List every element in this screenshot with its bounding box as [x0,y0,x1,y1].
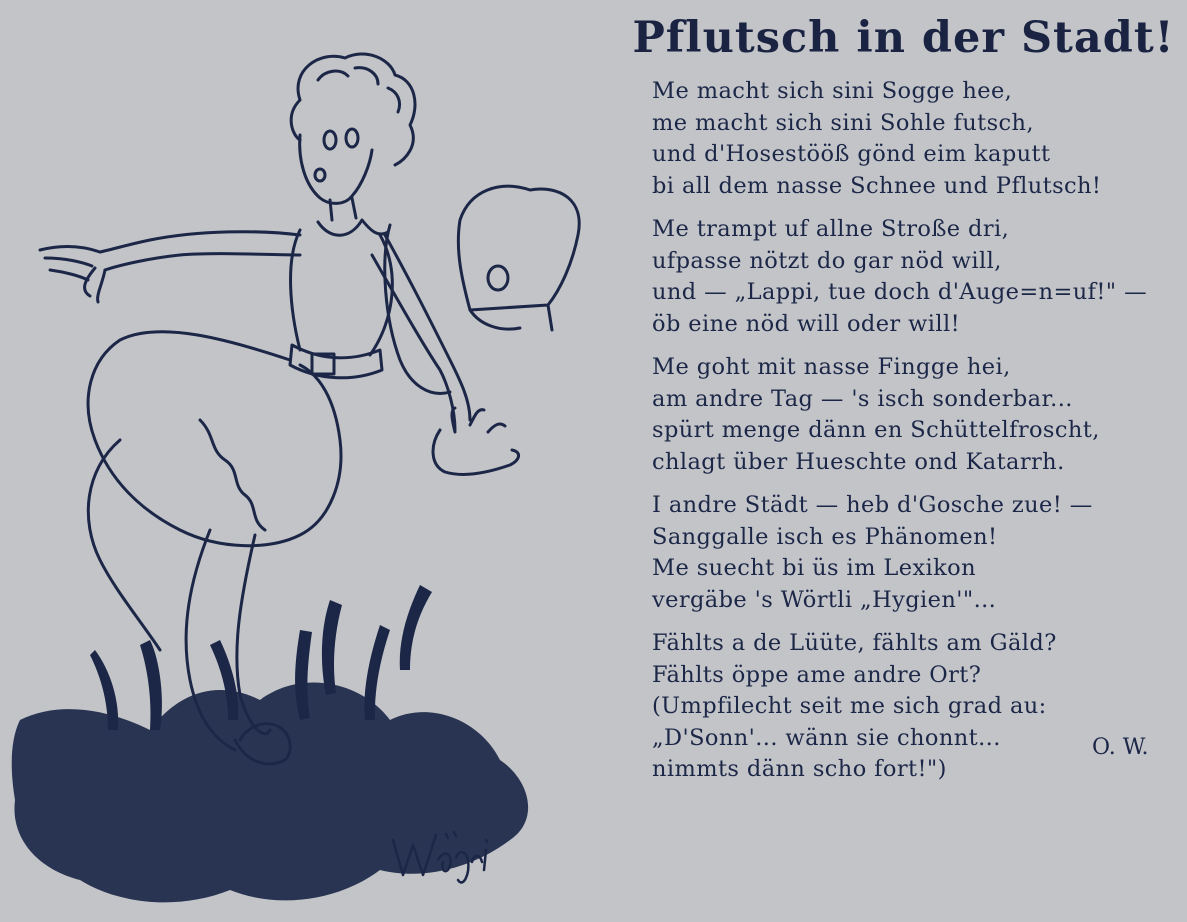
stanza-3 [652,352,1182,478]
torso [291,230,393,355]
leg-back [88,440,160,650]
poem-line: nimmts dänn scho fort!") [652,756,947,782]
poem-line: me macht sich sini Sohle futsch, [652,109,1034,136]
poem-line: Fählts öppe ame andre Ort? [652,661,982,688]
poem-line: und d'Hosestööß gönd eim kaputt [652,141,1051,167]
hand-left [40,246,105,302]
poem-line: „D'Sonn'... wänn sie chonnt... [652,724,1001,751]
mouth [315,169,325,181]
stanza-1 [652,76,1182,202]
poem-line: ufpasse nötzt do gar nöd will, [652,247,1002,274]
poem-body [652,76,1182,798]
stanza-5 [652,628,1182,786]
stanza-4 [652,490,1182,616]
author-initials: O. W. [1092,735,1149,760]
arm-right [372,235,470,430]
poem-line: Me goht mit nasse Fingge hei, [652,354,1011,380]
poem-title: Pflutsch in der Stadt! [632,13,1175,63]
stanza-2 [652,214,1182,340]
belt [290,345,382,378]
poem-line: chlagt über Hueschte ond Katarrh. [652,448,1065,475]
poem-line: vergäbe 's Wörtli „Hygien'"... [652,586,997,613]
artist-signature-logo [388,820,498,890]
poem-line: öb eine nöd will oder will! [652,310,961,337]
poem-line: Me suecht bi üs im Lexikon [652,555,976,581]
arm-left [100,232,300,270]
collar [318,220,388,235]
poem-line: I andre Städt — heb d'Gosche zue! — [652,492,1093,518]
poem-line: Sanggalle isch es Phänomen! [652,523,998,550]
handbag [458,186,579,310]
poem-line: Me trampt uf allne Stroße dri, [652,216,1010,242]
eye-right [346,129,358,147]
poem-line: Fählts a de Lüüte, fählts am Gäld? [652,630,1057,656]
hand-right [433,408,519,474]
poem-line: und — „Lappi, tue doch d'Auge=n=uf!" — [652,279,1148,305]
slush-illustration [0,40,620,922]
skirt [88,332,341,546]
poem-line: (Umpfilecht seit me sich grad au: [652,693,1047,719]
poem-line: bi all dem nasse Schnee und Pflutsch! [652,172,1102,199]
poem-line: Me macht sich sini Sogge hee, [652,78,1013,104]
eye-left [324,131,336,149]
poem-line: am andre Tag — 's isch sonderbar... [652,385,1073,412]
poem-line: spürt menge dänn en Schüttelfroscht, [652,417,1100,443]
